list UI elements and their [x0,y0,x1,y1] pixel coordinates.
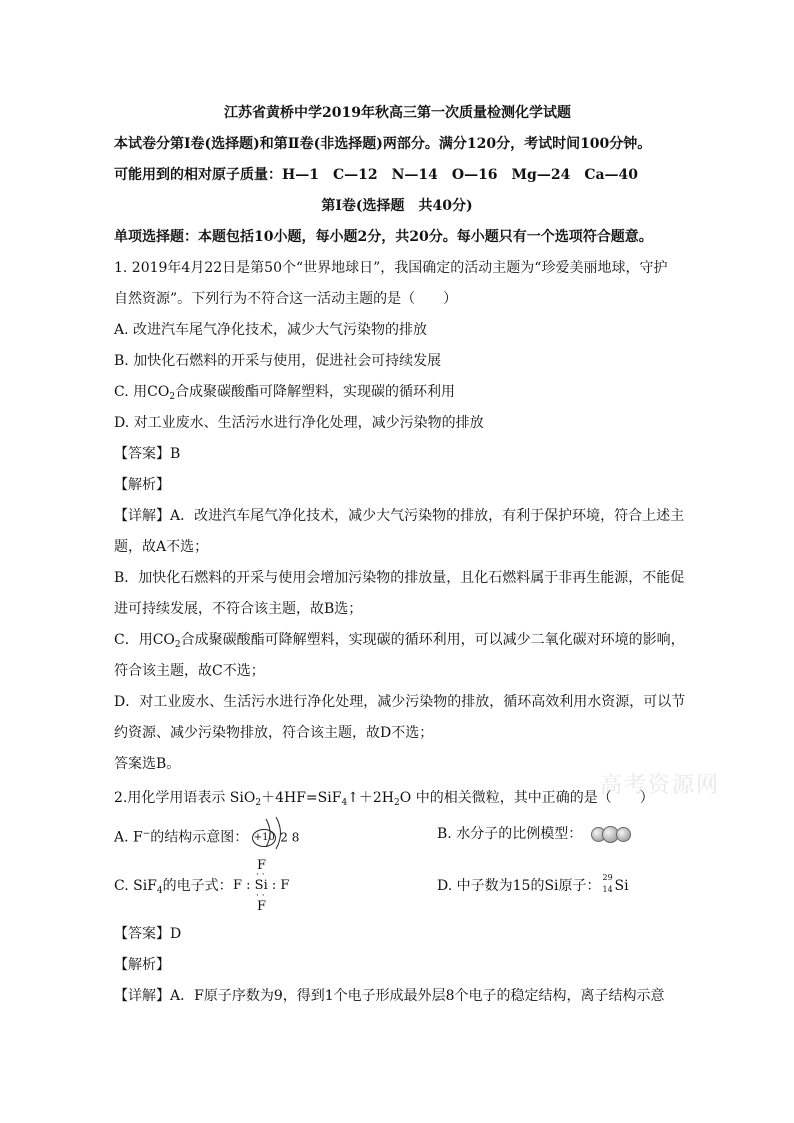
q2-option-c-label: C. SiF [114,878,157,894]
q2-option-c [114,876,233,901]
q2-stem [114,788,654,813]
q2-option-c-sub: 4 [156,886,163,896]
q2-answer: 【答案】D [114,926,182,942]
hydrogen-ball-icon [616,827,631,842]
q1-option-b: B. 加快化石燃料的开采与使用，促进社会可持续发展 [114,353,442,369]
q1-answer: 【答案】B [114,446,181,462]
lewis-dots-top: · · [256,870,265,880]
q2-option-a-text: 的结构示意图： [150,829,249,846]
q2-stem-pre: 2.用化学用语表示 SiO [114,790,256,806]
q2-stem-sub3: 2 [394,798,400,808]
q1-detail-c-sub: 2 [174,640,181,650]
q2-option-a-label: A. F [114,829,143,846]
element-symbol: Si [614,878,629,894]
q1-detail-a-1: 【详解】A．改进汽车尾气净化技术，减少大气污染物的排放，有利于保护环境，符合上述主 [114,508,685,524]
q1-detail-b-1: B．加快化石燃料的开采与使用会增加污染物的排放量，且化石燃料属于非再生能源，不能促 [114,570,685,586]
electron-shells: 2 8 [280,830,300,845]
q1-option-c-post: 合成聚碳酸酯可降解塑料，实现碳的循环利用 [175,384,456,400]
q2-analysis-label: 【解析】 [114,957,170,973]
mass-number: 29 [602,873,613,882]
q1-detail-c-2: 符合该主题，故C不选； [114,663,265,679]
q2-option-b [437,824,631,844]
q1-detail-c-pre: C．用CO [114,632,175,648]
q2-stem-sub2: 4 [341,798,348,808]
lewis-middle: F : Si : F [233,878,290,893]
q1-option-a: A. 改进汽车尾气净化技术，减少大气污染物的排放 [114,322,428,338]
lewis-bottom-f: F [257,899,267,914]
q2-option-a [114,824,299,848]
q1-detail-d-2: 约资源、减少污染物排放，符合该主题，故D不选； [114,725,434,741]
q2-option-b-text: B. 水分子的比例模型： [437,826,583,842]
q1-stem-line1: 1. 2019年4月22日是第50个“世界地球日”，我国确定的活动主题为“珍爱美丽地球，守护 [114,260,668,276]
atomic-masses: 可能用到的相对原子质量：H—1 C—12 N—14 O—16 Mg—24 Ca—40 [114,167,639,183]
q2-stem-post: O 中的相关微粒，其中正确的是（ ） [399,790,654,806]
q2-option-c-text: 的电子式： [162,878,233,894]
q1-option-d: D. 对工业废水、生活污水进行净化处理，减少污染物的排放 [114,415,484,431]
q1-detail-b-2: 进可持续发展，不符合该主题，故B选； [114,601,363,617]
q1-conclusion: 答案选B。 [114,756,181,772]
lewis-dots-bottom: · · [256,891,265,901]
q1-detail-d-1: D．对工业废水、生活污水进行净化处理，减少污染物的排放，循环高效利用水资源，可以节 [114,694,686,710]
water-model-icon [591,824,631,844]
nucleus-circle: +10 [252,829,276,847]
q2-option-d [437,873,629,896]
q1-option-c [114,382,455,407]
q2-stem-mid2: ↑＋2H [347,790,395,806]
exam-intro: 本试卷分第Ⅰ卷(选择题)和第Ⅱ卷(非选择题)两部分。满分120分，考试时间100分钟。 [114,136,652,152]
q1-analysis-label: 【解析】 [114,477,170,493]
atomic-number: 14 [602,885,613,894]
q2-detail-a-1: 【详解】A．F原子序数为9，得到1个电子形成最外层8个电子的稳定结构，离子结构示意 [114,988,665,1004]
q2-option-a-sup: − [142,829,151,839]
lewis-top-f: F [257,858,267,873]
q1-detail-c-1 [114,630,685,655]
section-title: 第Ⅰ卷(选择题 共40分) [321,198,473,214]
q1-option-c-pre: C. 用CO [114,384,170,400]
q1-option-c-sub: 2 [169,392,176,402]
section-instruction: 单项选择题：本题包括10小题，每小题2分，共20分。每小题只有一个选项符合题意。 [114,229,653,245]
page-title: 江苏省黄桥中学2019年秋高三第一次质量检测化学试题 [224,105,571,121]
nuclide-notation [601,873,615,896]
q2-stem-mid1: ＋4HF=SiF [261,790,342,806]
shell-arcs-icon [264,816,290,850]
watermark: 高考资源网 [600,773,721,798]
q2-stem-sub1: 2 [255,798,262,808]
q1-detail-a-2: 题，故A不选； [114,539,209,555]
q1-stem-line2: 自然资源”。下列行为不符合这一活动主题的是（ ） [114,291,458,307]
q2-option-d-text: D. 中子数为15的Si原子： [437,878,601,894]
q1-detail-c-post: 合成聚碳酸酯可降解塑料，实现碳的循环利用，可以减少二氧化碳对环境的影响， [180,632,685,648]
